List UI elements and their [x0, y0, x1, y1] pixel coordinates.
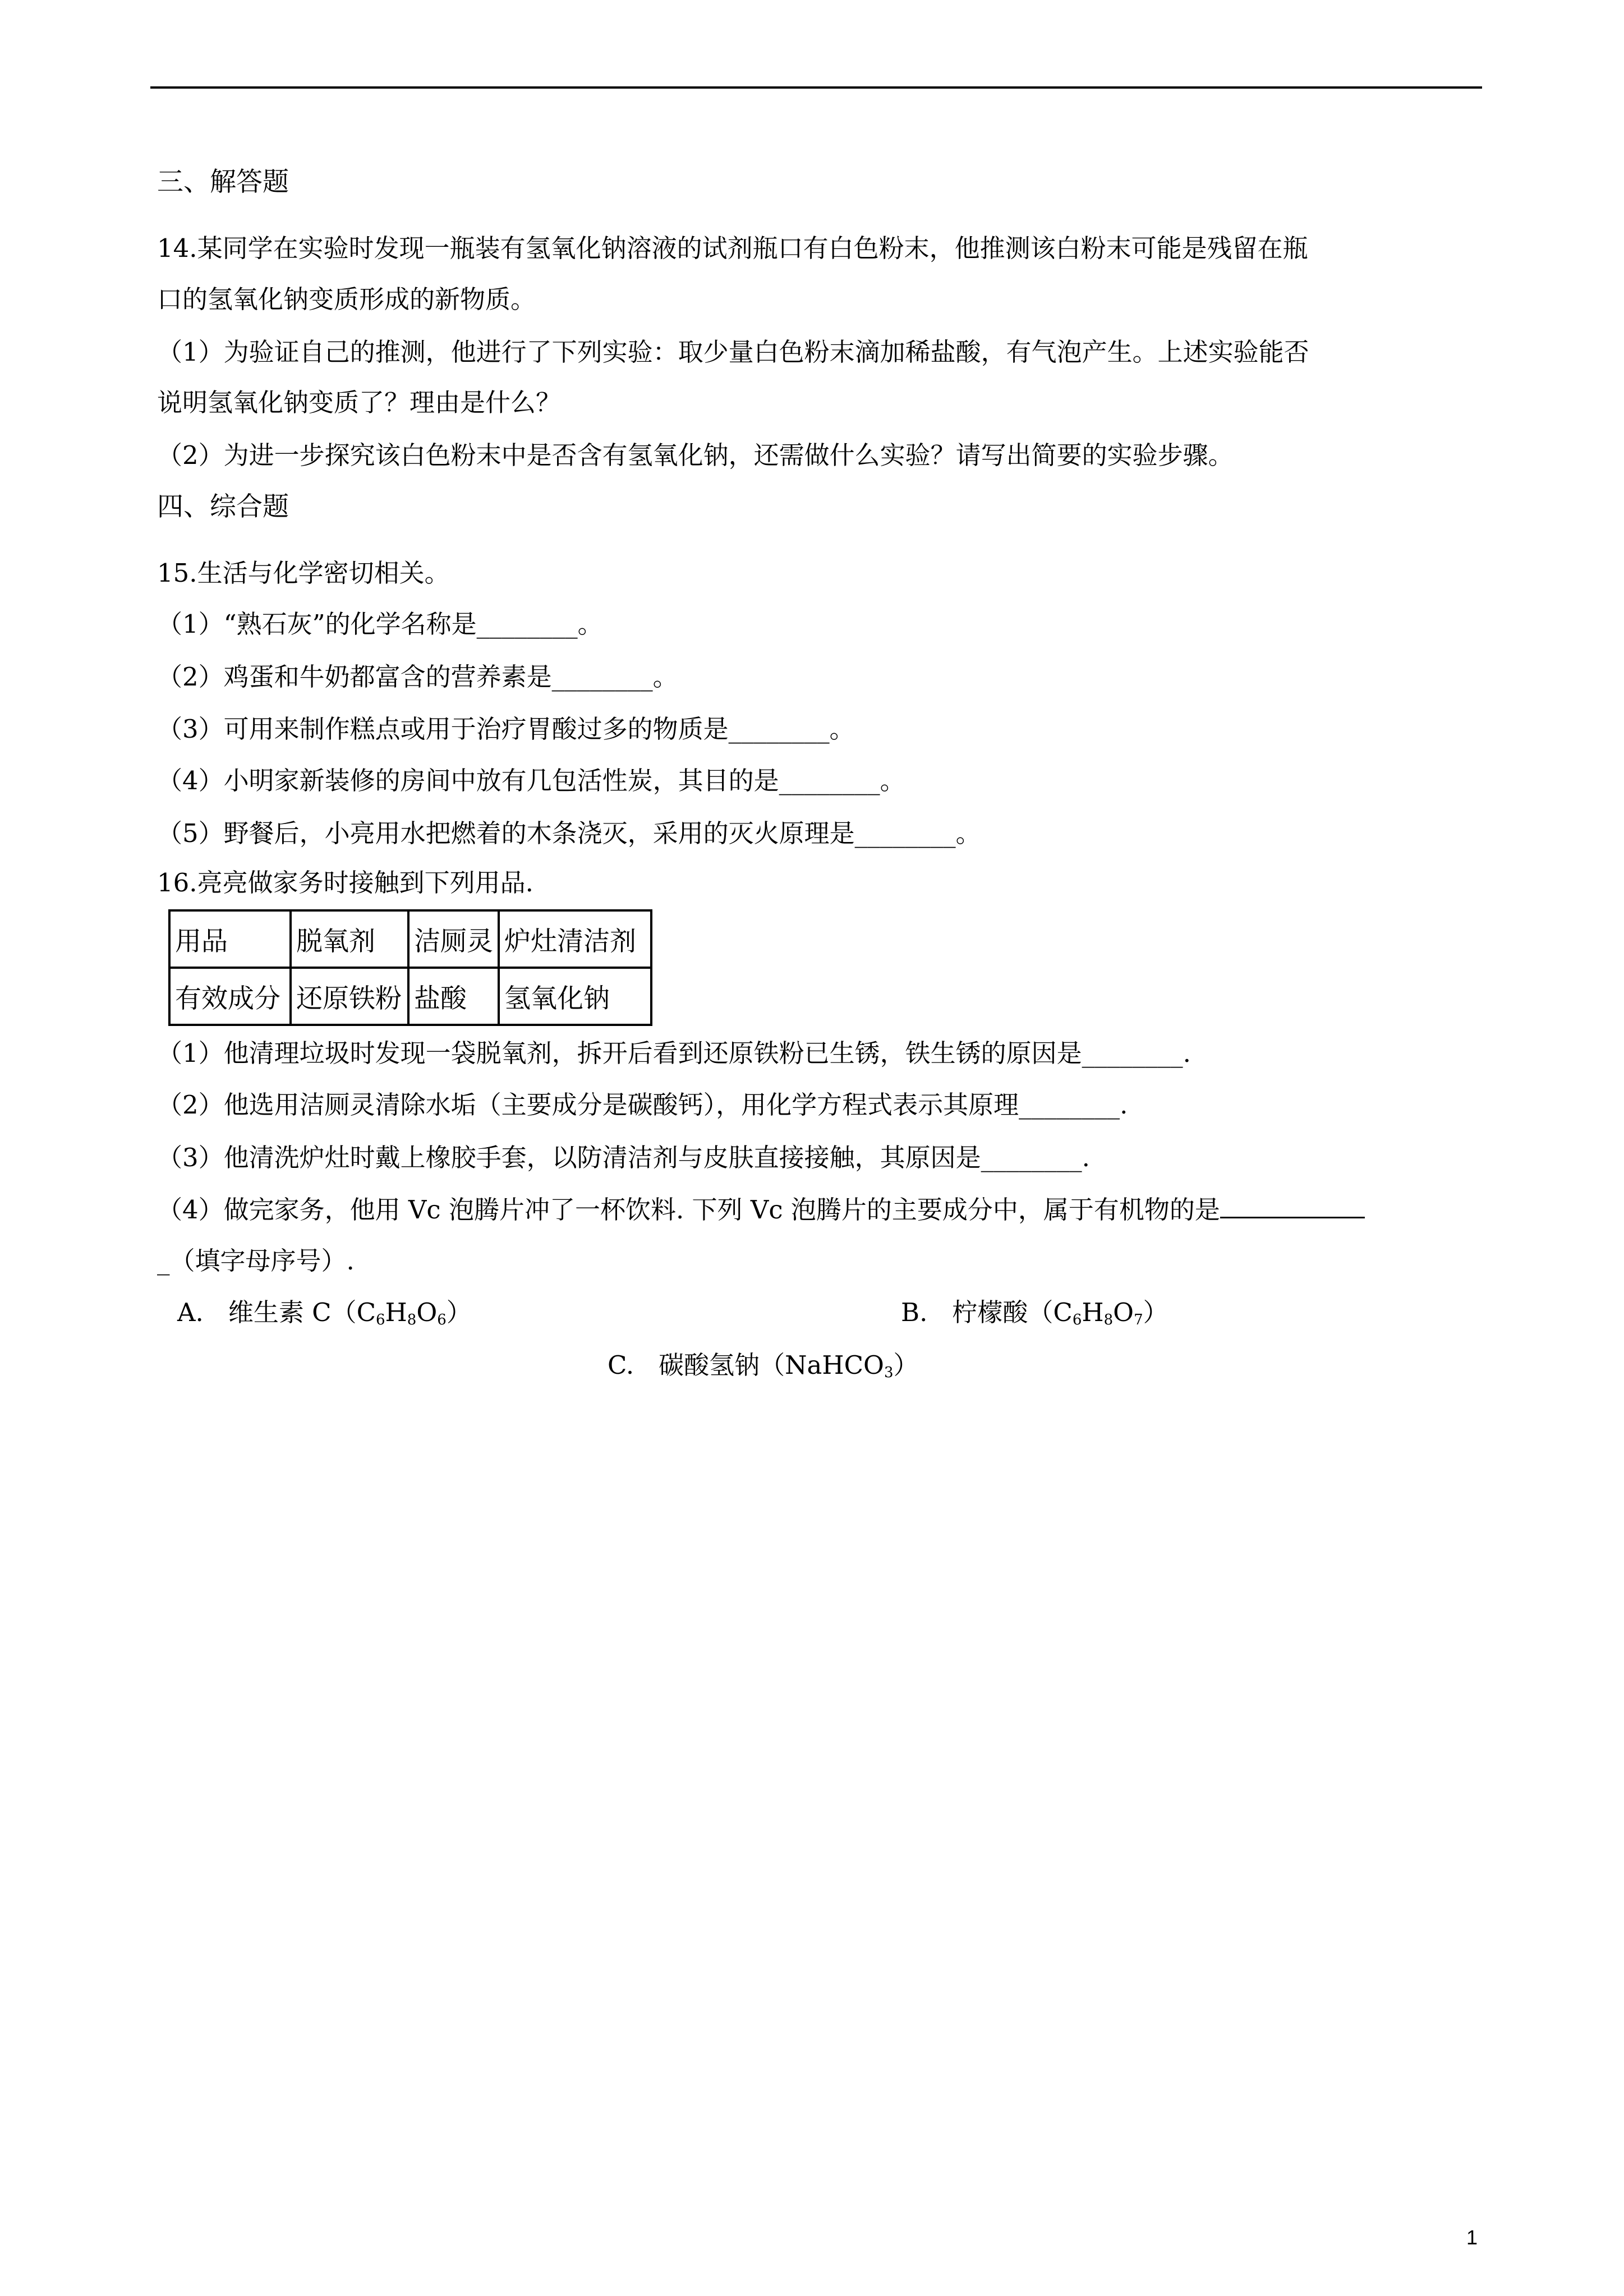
q16-part4-line1 [157, 1193, 1365, 1227]
header-rule [150, 86, 1482, 89]
q15-item-2: （2）鸡蛋和牛奶都富含的营养素是________。 [157, 662, 678, 692]
q16-part4-text: （4）做完家务，他用 Vc 泡腾片冲了一杯饮料. 下列 Vc 泡腾片的主要成分中，属于有机物的是 [157, 1195, 1220, 1225]
table-cell: 氢氧化钠 [499, 968, 651, 1025]
option-b-letter: B. [901, 1297, 928, 1327]
option-c-letter: C. [608, 1350, 634, 1380]
table-cell: 脱氧剂 [291, 910, 408, 968]
option-a-name: 维生素 C（ [228, 1297, 357, 1327]
table-cell: 还原铁粉 [291, 968, 408, 1025]
option-a: A. 维生素 $C(C_6H_8O_6)$ [177, 1297, 472, 1328]
option-b-name: 柠檬酸（ [952, 1297, 1053, 1327]
q15-item-4: （4）小明家新装修的房间中放有几包活性炭，其目的是________。 [157, 766, 905, 795]
option-a-letter: A. [177, 1297, 204, 1327]
option-c-name: 碳酸氢钠（ [659, 1350, 785, 1380]
q16-part2: （2）他选用洁厕灵清除水垢（主要成分是碳酸钙），用化学方程式表示其原理________. [157, 1090, 1128, 1120]
q16-part3: （3）他清洗炉灶时戴上橡胶手套，以防清洁剂与皮肤直接接触，其原因是________. [157, 1143, 1090, 1172]
q15-stem: 15.生活与化学密切相关。 [157, 558, 450, 588]
q16-part1: （1）他清理垃圾时发现一袋脱氧剂，拆开后看到还原铁粉已生锈，铁生锈的原因是________. [157, 1038, 1191, 1068]
option-b: B. 柠檬酸$(C_6H_8O_7)$ [901, 1297, 1168, 1328]
table-cell: 炉灶清洁剂 [499, 910, 651, 968]
q14-part1-line1: （1）为验证自己的推测，他进行了下列实验：取少量白色粉末滴加稀盐酸，有气泡产生。上述实验能否 [157, 337, 1309, 367]
q15-item-3: （3）可用来制作糕点或用于治疗胃酸过多的物质是________。 [157, 714, 855, 744]
q15-item-5: （5）野餐后，小亮用水把燃着的木条浇灭，采用的灭火原理是________。 [157, 818, 981, 848]
section-heading-answers: 三、解答题 [157, 167, 289, 197]
table-cell: 盐酸 [408, 968, 499, 1025]
q15-item-1: （1）“熟石灰”的化学名称是________。 [157, 609, 603, 639]
q14-stem-line2: 口的氢氧化钠变质形成的新物质。 [157, 284, 536, 314]
table-cell: 用品 [169, 910, 291, 968]
table-cell: 洁厕灵 [408, 910, 499, 968]
q16-stem: 16.亮亮做家务时接触到下列用品. [157, 868, 533, 898]
page-number: 1 [1466, 2226, 1478, 2249]
section-heading-comprehensive: 四、综合题 [157, 491, 289, 522]
q14-stem-line1: 14.某同学在实验时发现一瓶装有氢氧化钠溶液的试剂瓶口有白色粉末，他推测该白粉末可能是残留在瓶 [157, 233, 1308, 263]
q14-part2: （2）为进一步探究该白色粉末中是否含有氢氧化钠，还需做什么实验？请写出简要的实验步骤。 [157, 440, 1234, 470]
table-row [169, 968, 651, 1025]
table-row [169, 910, 651, 968]
q16-part4-line2: _（填字母序号）. [157, 1246, 355, 1276]
table-cell: 有效成分 [169, 968, 291, 1025]
option-c: C. 碳酸氢钠（NaHCO$_3$） [608, 1350, 919, 1381]
q14-part1-line2: 说明氢氧化钠变质了？理由是什么？ [157, 388, 562, 417]
answer-blank [1220, 1193, 1365, 1218]
household-products-table [168, 909, 652, 1026]
